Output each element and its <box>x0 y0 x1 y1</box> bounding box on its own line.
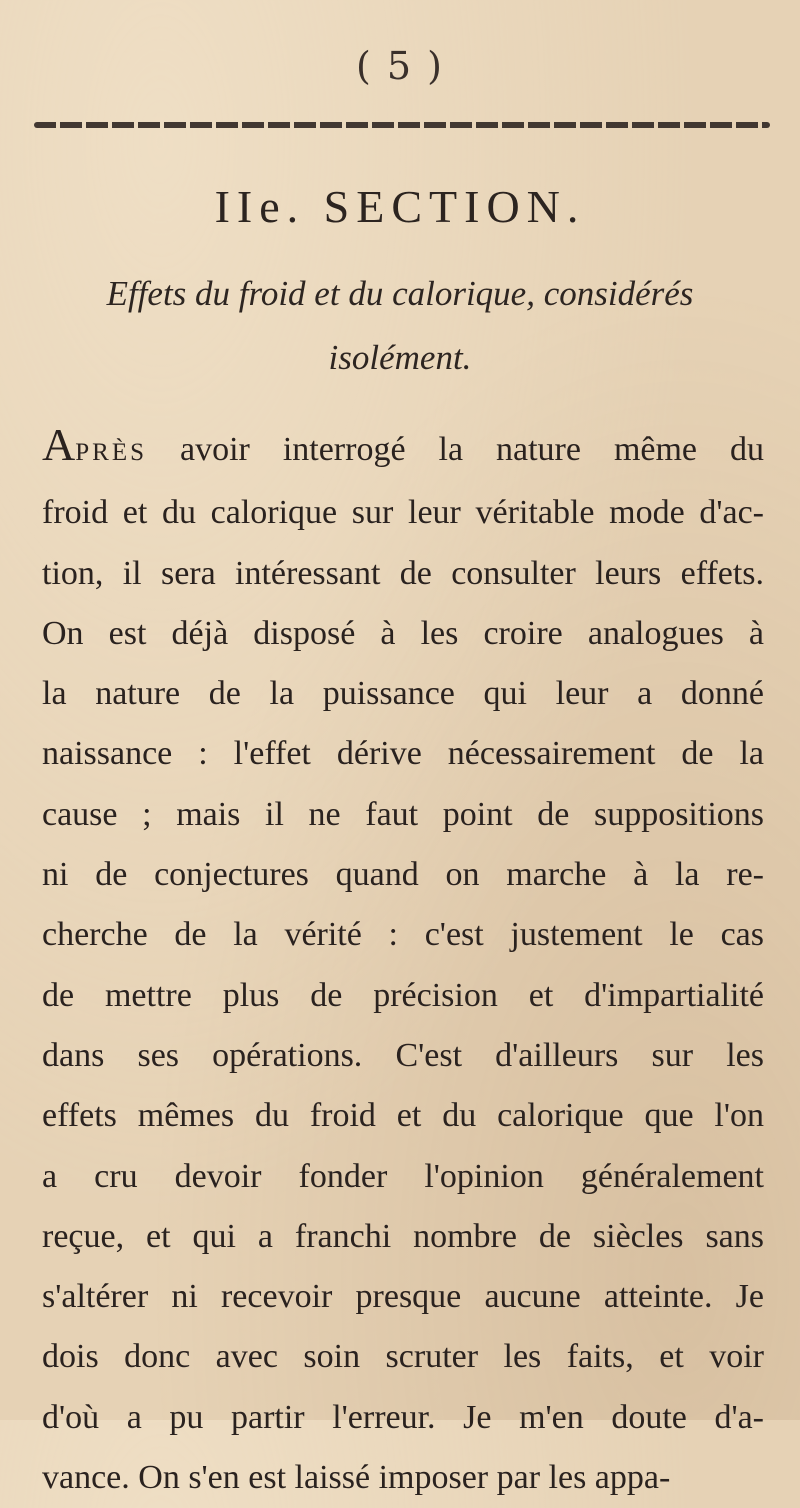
text-line <box>42 420 764 483</box>
text-line: dois donc avec soin scruter les faits, et voir <box>42 1338 764 1376</box>
text-line: d'où a pu partir l'erreur. Je m'en doute d'a- <box>42 1398 764 1436</box>
text-line-content: avoir interrogé la nature même du <box>147 431 764 468</box>
text-line: cherche de la vérité : c'est justement le cas <box>42 916 764 954</box>
body-paragraph <box>42 420 764 1508</box>
text-line: a cru devoir fonder l'opinion généralement <box>42 1157 764 1195</box>
text-line: ni de conjectures quand on marche à la re- <box>42 856 764 894</box>
drop-capital: A <box>42 419 76 470</box>
section-subtitle <box>40 262 760 390</box>
text-line: dans ses opérations. C'est d'ailleurs sur les <box>42 1036 764 1074</box>
section-heading: IIe. SECTION. <box>214 181 586 232</box>
subtitle-line: Effets du froid et du calorique, considérés <box>106 274 694 313</box>
ornamental-rule <box>34 122 770 128</box>
subtitle-line: isolément. <box>328 338 472 377</box>
text-line: froid et du calorique sur leur véritable mode d'ac- <box>42 494 764 532</box>
text-line: tion, il sera intéressant de consulter leurs effets. <box>42 554 764 592</box>
text-line: On est déjà disposé à les croire analogues à <box>42 614 764 652</box>
text-line: naissance : l'effet dérive nécessairement de la <box>42 735 764 773</box>
text-line: effets mêmes du froid et du calorique que l'on <box>42 1097 764 1135</box>
small-caps-word: PRÈS <box>75 439 147 466</box>
page-number: ( 5 ) <box>356 44 444 88</box>
text-line: cause ; mais il ne faut point de suppositions <box>42 795 764 833</box>
text-line: la nature de la puissance qui leur a donné <box>42 675 764 713</box>
text-line: s'altérer ni recevoir presque aucune atteinte. Je <box>42 1278 764 1316</box>
text-line: de mettre plus de précision et d'impartialité <box>42 976 764 1014</box>
text-line: reçue, et qui a franchi nombre de siècles sans <box>42 1217 764 1255</box>
text-line: vance. On s'en est laissé imposer par les appa- <box>42 1459 671 1497</box>
